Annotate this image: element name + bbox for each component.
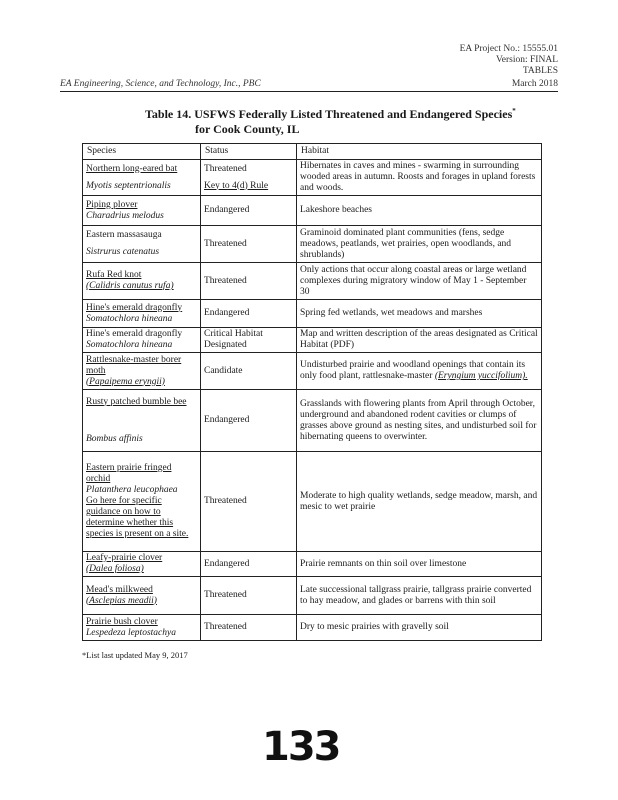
habitat-cell: Dry to mesic prairies with gravelly soil	[297, 615, 542, 641]
species-scientific-name: Charadrius melodus	[86, 210, 164, 221]
table-row	[83, 353, 542, 390]
habitat-cell: Prairie remnants on thin soil over limestone	[297, 552, 542, 577]
species-common-name-link[interactable]: Hine's emerald dragonfly	[86, 302, 183, 313]
document-date: March 2018	[511, 79, 558, 89]
species-common-name: Hine's emerald dragonfly	[86, 329, 183, 339]
table-title-line2: for Cook County, IL	[195, 122, 300, 136]
table-row	[83, 160, 542, 196]
key-to-4d-rule-link[interactable]: Key to 4(d) Rule	[204, 180, 269, 191]
species-scientific-name[interactable]: (Calidris canutus rufa)	[86, 281, 174, 291]
species-cell	[83, 452, 201, 552]
habitat-cell: Moderate to high quality wetlands, sedge meadow, marsh, and mesic to wet prairie	[297, 452, 542, 552]
table-row	[83, 263, 542, 300]
species-cell	[83, 328, 201, 353]
habitat-cell: Hibernates in caves and mines - swarming in surrounding wooded areas in autumn. Roosts and forages in upland forests and woods.	[297, 160, 542, 196]
status-cell: Critical Habitat Designated	[201, 328, 297, 353]
species-common-name-link[interactable]: Rusty patched bumble bee	[86, 396, 187, 407]
table-row	[83, 552, 542, 577]
species-scientific-name: Somatochlora hineana	[86, 313, 173, 324]
species-scientific-name: Somatochlora hineana	[86, 340, 173, 350]
status-cell: Endangered	[201, 390, 297, 452]
species-scientific-name: Sistrurus catenatus	[86, 247, 160, 257]
table-footnote: *List last updated May 9, 2017	[82, 650, 188, 660]
status-cell: Endangered	[201, 300, 297, 328]
table-row	[83, 328, 542, 353]
species-scientific-name: Lespedeza leptostachya	[86, 627, 176, 638]
habitat-cell: Late successional tallgrass prairie, tallgrass prairie converted to hay meadow, and glades or barrens with thin soil	[297, 577, 542, 615]
habitat-cell: Only actions that occur along coastal areas or large wetland complexes during migratory window of May 1 - September 30	[297, 263, 542, 300]
table-row	[83, 452, 542, 552]
guidance-link[interactable]: Go here for specific guidance on how to determine whether this species is present on a site.	[86, 496, 189, 539]
version-label: Version: FINAL	[495, 55, 558, 65]
table-title-line1: Table 14. USFWS Federally Listed Threatened and Endangered Species	[145, 107, 513, 121]
species-cell	[83, 263, 201, 300]
status-value: Threatened	[204, 163, 247, 174]
species-common-name-link[interactable]: Leafy-prairie clover	[86, 553, 163, 563]
species-scientific-name: Bombus affinis	[86, 433, 143, 444]
species-cell	[83, 552, 201, 577]
species-cell	[83, 300, 201, 328]
species-scientific-name: Platanthera leucophaea	[86, 485, 178, 495]
species-cell	[83, 615, 201, 641]
column-header-habitat: Habitat	[297, 144, 542, 160]
species-table	[82, 143, 542, 641]
column-header-status: Status	[201, 144, 297, 160]
table-row	[83, 226, 542, 263]
handwritten-page-number: 133	[262, 724, 340, 770]
document-header-meta	[460, 44, 558, 77]
table-row	[83, 390, 542, 452]
species-common-name-link[interactable]: Northern long-eared bat	[86, 163, 178, 174]
habitat-cell: Map and written description of the areas designated as Critical Habitat (PDF)	[297, 328, 542, 353]
species-cell	[83, 577, 201, 615]
table-row	[83, 577, 542, 615]
habitat-cell: Lakeshore beaches	[297, 196, 542, 226]
header-rule	[60, 91, 558, 92]
status-cell: Endangered	[201, 552, 297, 577]
habitat-text: Undisturbed prairie and woodland openings that contain its only food plant, rattlesnake-master	[300, 360, 526, 381]
table-row	[83, 300, 542, 328]
table-row	[83, 615, 542, 641]
species-scientific-name[interactable]: (Asclepias meadii)	[86, 595, 157, 606]
table-row	[83, 196, 542, 226]
species-cell	[83, 196, 201, 226]
species-cell	[83, 160, 201, 196]
food-plant-link[interactable]: (Eryngium yuccifolium).	[434, 371, 528, 381]
species-common-name: Eastern massasauga	[86, 230, 162, 240]
status-cell: Threatened	[201, 263, 297, 300]
habitat-cell: Grasslands with flowering plants from April through October, underground and abandoned rodent cavities or clumps of grasses above ground as nesting sites, and undisturbed soil for hibernating queens to overwinter.	[297, 390, 542, 452]
column-header-species: Species	[83, 144, 201, 160]
species-cell	[83, 353, 201, 390]
habitat-cell	[297, 353, 542, 390]
species-common-name-link[interactable]: Prairie bush clover	[86, 616, 158, 627]
species-common-name-link[interactable]: Rufa Red knot	[86, 270, 142, 280]
habitat-cell: Spring fed wetlands, wet meadows and marshes	[297, 300, 542, 328]
status-cell: Threatened	[201, 577, 297, 615]
status-cell: Threatened	[201, 226, 297, 263]
species-common-name-link[interactable]: Rattlesnake-master borer moth	[86, 354, 182, 376]
company-name: EA Engineering, Science, and Technology, Inc., PBC	[60, 79, 261, 89]
status-cell	[201, 160, 297, 196]
species-cell	[83, 226, 201, 263]
section-label: TABLES	[522, 66, 558, 76]
status-cell: Endangered	[201, 196, 297, 226]
species-cell	[83, 390, 201, 452]
status-cell: Threatened	[201, 452, 297, 552]
species-common-name-link[interactable]: Piping plover	[86, 199, 138, 210]
species-scientific-name: Myotis septentrionalis	[86, 180, 171, 191]
habitat-cell: Graminoid dominated plant communities (fens, sedge meadows, peatlands, wet prairies, open woodlands, and shrublands)	[297, 226, 542, 263]
status-cell: Threatened	[201, 615, 297, 641]
species-scientific-name[interactable]: (Dalea foliosa)	[86, 564, 144, 574]
table-title	[145, 104, 516, 137]
title-footnote-marker: *	[512, 107, 516, 115]
table-header-row	[83, 144, 542, 160]
status-cell: Candidate	[201, 353, 297, 390]
species-scientific-name[interactable]: (Papaipema eryngii)	[86, 376, 165, 387]
species-common-name-link[interactable]: Mead's milkweed	[86, 584, 153, 595]
project-number: EA Project No.: 15555.01	[459, 44, 558, 54]
species-common-name-link[interactable]: Eastern prairie fringed orchid	[86, 463, 172, 484]
